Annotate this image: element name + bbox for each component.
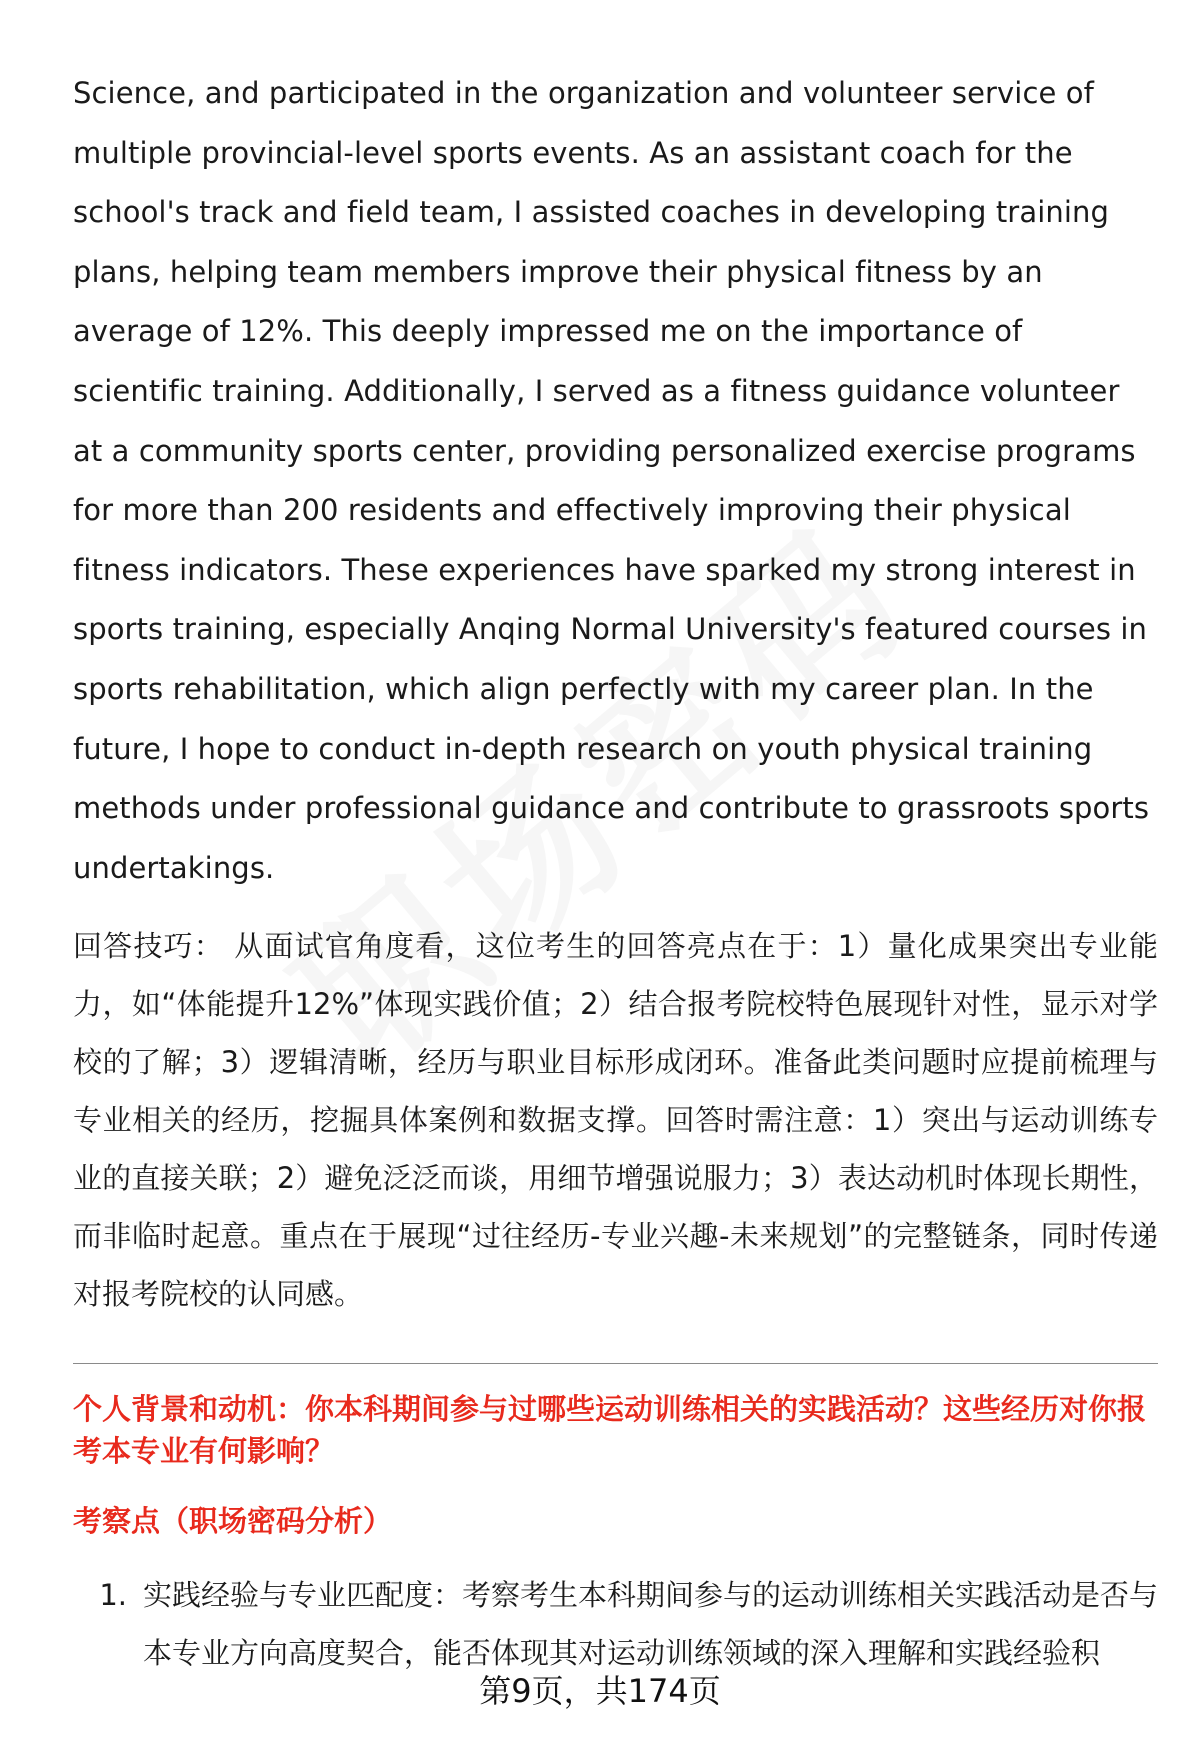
list-item-number: 1. <box>99 1578 127 1613</box>
list-item-text: 实践经验与专业匹配度：考察考生本科期间参与的运动训练相关实践活动是否与本专业方向高度契合，能否体现其对运动训练领域的深入理解和实践经验积 <box>143 1578 1159 1671</box>
section-divider <box>73 1363 1158 1364</box>
document-page <box>73 64 1158 1682</box>
page-number-footer: 第9页，共174页 <box>479 1672 721 1710</box>
english-answer-paragraph: Science, and participated in the organization and volunteer service of multiple provincial-level sports events. As an assistant coach for the school's track and field team, I assisted coaches in developing training plans, helping team members improve their physical fitness by an average of 12%. This deeply impressed me on the importance of scientific training. Additionally, I served as a fitness guidance volunteer at a community sports center, providing personalized exercise programs for more than 200 residents and effectively improving their physical fitness indicators. These experiences have sparked my strong interest in sports training, especially Anqing Normal University's featured courses in sports rehabilitation, which align perfectly with my career plan. In the future, I hope to conduct in-depth research on youth physical training methods under professional guidance and contribute to grassroots sports undertakings. <box>73 76 1150 885</box>
list-item <box>73 1566 1158 1682</box>
assessment-points-list <box>73 1566 1158 1682</box>
question-heading: 个人背景和动机：你本科期间参与过哪些运动训练相关的实践活动？这些经历对你报考本专业有何影响？ <box>73 1392 1147 1469</box>
section-title: 考察点（职场密码分析） <box>73 1504 393 1539</box>
answer-tips-paragraph: 回答技巧： 从面试官角度看，这位考生的回答亮点在于：1）量化成果突出专业能力，如“体能提升12%”体现实践价值；2）结合报考院校特色展现针对性，显示对学校的了解；3）逻辑清晰，经历与职业目标形成闭环。准备此类问题时应提前梳理与专业相关的经历，挖掘具体案例和数据支撑。回答时需注意：1）突出与运动训练专业的直接关联；2）避免泛泛而谈，用细节增强说服力；3）表达动机时体现长期性，而非临时起意。重点在于展现“过往经历-专业兴趣-未来规划”的完整链条，同时传递对报考院校的认同感。 <box>73 929 1158 1312</box>
